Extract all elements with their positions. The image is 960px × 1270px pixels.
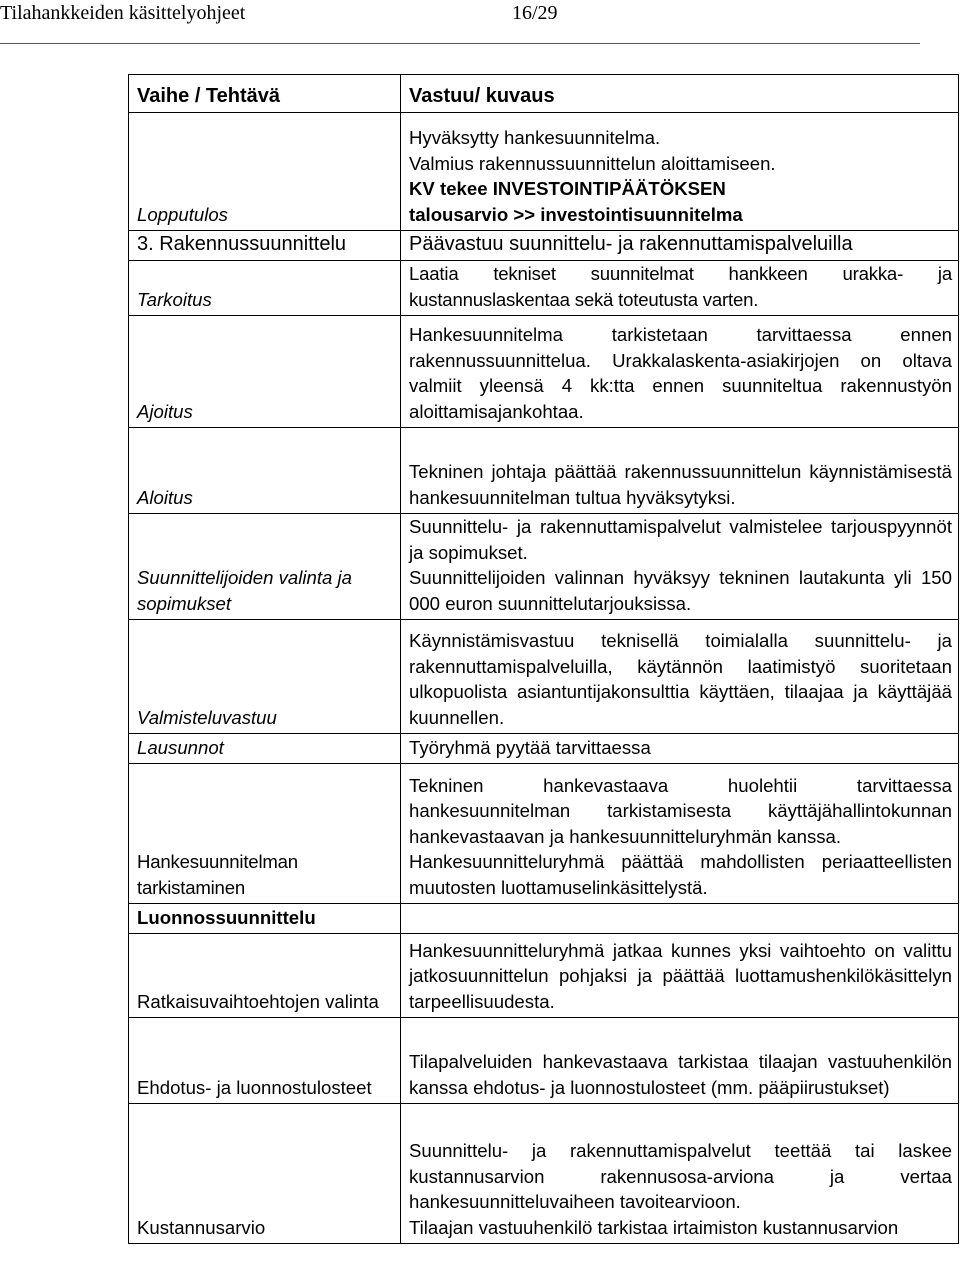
table-row-kustannusarvio xyxy=(129,1104,959,1244)
text-aloitus: Tekninen johtaja päättää rakennussuunnittelun käynnistämisestä hankesuunnitelman tultua hyväksytyksi. xyxy=(401,428,959,514)
table-row-lausunnot xyxy=(129,734,959,764)
table-header-row xyxy=(129,75,959,113)
cell-suunnittelijoiden-valinta xyxy=(401,514,959,620)
lopputulos-line-1: Hyväksytty hankesuunnitelma. xyxy=(409,127,661,148)
label-aloitus: Aloitus xyxy=(129,428,401,514)
page-header xyxy=(0,0,960,40)
table-row-ehdotus-luonnostulosteet xyxy=(129,1018,959,1104)
section-3-title: 3. Rakennussuunnittelu xyxy=(129,231,401,261)
label-tarkoitus: Tarkoitus xyxy=(129,261,401,316)
label-lopputulos: Lopputulos xyxy=(129,113,401,231)
section-3-text: Päävastuu suunnittelu- ja rakennuttamispalveluilla xyxy=(401,231,959,261)
cell-hankesuunnitelman-tarkistaminen xyxy=(401,764,959,904)
cell-kustannusarvio xyxy=(401,1104,959,1244)
table-row-ratkaisuvaihtoehdot xyxy=(129,934,959,1018)
label-ajoitus: Ajoitus xyxy=(129,316,401,428)
table-row-suunnittelijoiden-valinta xyxy=(129,514,959,620)
label-ratkaisuvaihtoehdot: Ratkaisuvaihtoehtojen valinta xyxy=(129,934,401,1018)
table-row-tarkoitus xyxy=(129,261,959,316)
table-row-luonnossuunnittelu xyxy=(129,904,959,934)
label-ehdotus-luonnostulosteet: Ehdotus- ja luonnostulosteet xyxy=(129,1018,401,1104)
page-number: 16/29 xyxy=(512,2,558,24)
text-tarkoitus: Laatia tekniset suunnitelmat hankkeen urakka- ja kustannuslaskentaa sekä toteutusta varten. xyxy=(401,261,959,316)
header-divider xyxy=(0,43,920,44)
text-ratkaisuvaihtoehdot: Hankesuunnitteluryhmä jatkaa kunnes yksi vaihtoehto on valittu jatkosuunnittelun pohjaksi ja päättää luottamushenkilökäsittelyn tarpeellisuudesta. xyxy=(401,934,959,1018)
table-row-aloitus xyxy=(129,428,959,514)
lopputulos-line-2: Valmius rakennussuunnittelun aloittamiseen. xyxy=(409,152,776,174)
table-row-lopputulos xyxy=(129,113,959,231)
lopputulos-line-3: KV tekee INVESTOINTIPÄÄTÖKSEN xyxy=(409,178,726,199)
document-title: Tilahankkeiden käsittelyohjeet xyxy=(0,2,246,24)
text-kustannusarvion-laadinta: Suunnittelu- ja rakennuttamispalvelut teettää tai laskee kustannusarvion rakennusosa-arviona ja vertaa hankesuunnitteluvaiheen tavoitearvioon. xyxy=(409,1140,952,1212)
lopputulos-line-4: talousarvio >> investointisuunnitelma xyxy=(409,203,743,225)
text-tarkistaminen: Tekninen hankevastaava huolehtii tarvittaessa hankesuunnitelman tarkistamisesta käyttäjähallintokunnan hankevastaavan ja hankesuunnitteluryhmän kanssa. xyxy=(409,774,952,847)
text-valinnan-hyvaksynta: Suunnittelijoiden valinnan hyväksyy tekninen lautakunta yli 150 000 euron suunnittelutarjouksissa. xyxy=(409,567,952,614)
header-responsibility: Vastuu/ kuvaus xyxy=(401,75,959,113)
process-table xyxy=(128,74,959,1244)
text-lausunnot: Työryhmä pyytää tarvittaessa xyxy=(401,734,959,764)
table-row-valmisteluvastuu xyxy=(129,620,959,734)
label-kustannusarvio: Kustannusarvio xyxy=(129,1104,401,1244)
text-irtaimisto: Tilaajan vastuuhenkilö tarkistaa irtaimiston kustannusarvion xyxy=(409,1216,899,1238)
label-valmisteluvastuu: Valmisteluvastuu xyxy=(129,620,401,734)
text-luonnossuunnittelu xyxy=(401,904,959,934)
label-hankesuunnitelman-tarkistaminen: Hankesuunnitelman tarkistaminen xyxy=(129,764,401,904)
text-muutosten-kasittely: Hankesuunnitteluryhmä päättää mahdollisten periaatteellisten muutosten luottamuselinkäsittelystä. xyxy=(409,851,952,898)
text-valmisteluvastuu: Käynnistämisvastuu teknisellä toimialalla suunnittelu- ja rakennuttamispalveluilla, käytännön laatimistyö suoritetaan ulkopuolista asiantuntijakonsulttia käyttäen, tilaajaa ja käyttäjää kuunnellen. xyxy=(401,620,959,734)
label-suunnittelijoiden-valinta: Suunnittelijoiden valinta ja sopimukset xyxy=(129,514,401,620)
label-luonnossuunnittelu: Luonnossuunnittelu xyxy=(129,904,401,934)
text-ehdotus-luonnostulosteet: Tilapalveluiden hankevastaava tarkistaa tilaajan vastuuhenkilön kanssa ehdotus- ja luonnostulosteet (mm. pääpiirustukset) xyxy=(401,1018,959,1104)
table-row-hankesuunnitelman-tarkistaminen xyxy=(129,764,959,904)
table-row-section-3 xyxy=(129,231,959,261)
header-phase-task: Vaihe / Tehtävä xyxy=(129,75,401,113)
label-lausunnot: Lausunnot xyxy=(129,734,401,764)
cell-lopputulos xyxy=(401,113,959,231)
table-row-ajoitus xyxy=(129,316,959,428)
text-tarjouspyynnot: Suunnittelu- ja rakennuttamispalvelut valmistelee tarjouspyynnöt ja sopimukset. xyxy=(409,516,952,563)
text-ajoitus: Hankesuunnitelma tarkistetaan tarvittaessa ennen rakennussuunnittelua. Urakkalaskenta-asiakirjojen on oltava valmiit yleensä 4 kk:tta ennen suunniteltua rakennustyön aloittamisajankohtaa. xyxy=(401,316,959,428)
